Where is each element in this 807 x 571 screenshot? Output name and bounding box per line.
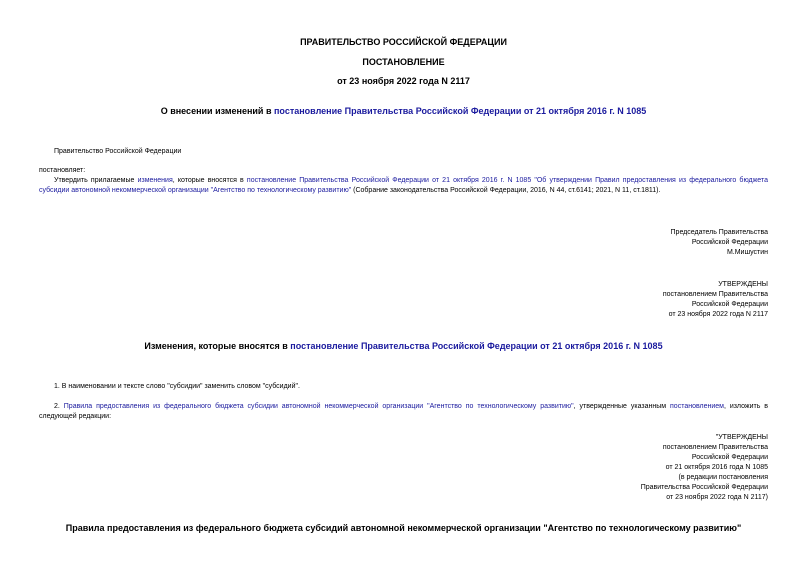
approved-line-3: Российской Федерации [691, 301, 768, 308]
p1-mid: , которые вносятся в [172, 177, 247, 184]
item-2-end: , изложить в следующей редакции: [39, 403, 768, 420]
issuer-text: Правительство Российской Федерации [54, 148, 182, 155]
approved-block-2 [641, 433, 768, 503]
item-2 [39, 402, 768, 422]
signature-line-2: Российской Федерации [691, 239, 768, 246]
approved-block [663, 280, 768, 320]
approved2-line-2: постановлением Правительства [662, 444, 768, 451]
government-heading: ПРАВИТЕЛЬСТВО РОССИЙСКОЙ ФЕДЕРАЦИИ [300, 37, 507, 47]
link-resolution[interactable]: постановлением [670, 403, 724, 410]
title-link[interactable]: постановление Правительства Российской Федерации от 21 октября 2016 г. N 1085 [274, 106, 647, 116]
item-2-mid: , утвержденные указанным [573, 403, 671, 410]
signature-line-3: М.Мишустин [726, 249, 768, 256]
approved2-line-6: Правительства Российской Федерации [640, 484, 768, 491]
link-resolution-1085[interactable]: постановление Правительства Российской Федерации от 21 октября 2016 г. N 1085 "Об утверждении Правил предоставления из федерального бюджета субсидии автономной некоммерческой организации "Агентство по технологическому развитию" [39, 177, 768, 194]
link-rules[interactable]: Правила предоставления из федерального бюджета субсидии автономной некоммерческой организации "Агентство по технологическому развитию" [63, 403, 574, 410]
approved-line-1: УТВЕРЖДЕНЫ [718, 281, 768, 288]
link-changes[interactable]: изменения [137, 177, 173, 184]
document-date-number: от 23 ноября 2022 года N 2117 [337, 76, 470, 86]
signature-line-1: Председатель Правительства [670, 229, 768, 236]
changes-title [0, 341, 807, 351]
decides-text: постановляет: [39, 167, 86, 174]
item-2-number: 2. [54, 403, 64, 410]
approved2-line-1: "УТВЕРЖДЕНЫ [715, 434, 768, 441]
approved-line-2: постановлением Правительства [662, 291, 768, 298]
changes-title-prefix: Изменения, которые вносятся в [144, 341, 291, 351]
approved2-line-7: от 23 ноября 2022 года N 2117) [666, 494, 768, 501]
approved2-line-5: (в редакции постановления [678, 474, 768, 481]
p1-start: Утвердить прилагаемые [54, 177, 138, 184]
paragraph-approve [39, 176, 768, 196]
document-title [0, 106, 807, 116]
approved2-line-3: Российской Федерации [691, 454, 768, 461]
approved2-line-4: от 21 октября 2016 года N 1085 [665, 464, 768, 471]
approved-line-4: от 23 ноября 2022 года N 2117 [668, 311, 768, 318]
document-type: ПОСТАНОВЛЕНИЕ [362, 57, 445, 67]
p1-end: (Собрание законодательства Российской Федерации, 2016, N 44, ст.6141; 2021, N 11, ст.1811). [351, 187, 661, 194]
changes-title-link[interactable]: постановление Правительства Российской Федерации от 21 октября 2016 г. N 1085 [290, 341, 663, 351]
signature-block [671, 228, 768, 258]
rules-title: Правила предоставления из федерального бюджета субсидий автономной некоммерческой организации "Агентство по технологическому развитию" [65, 523, 742, 533]
item-1: 1. В наименовании и тексте слово "субсидии" заменить словом "субсидий". [54, 383, 300, 390]
title-prefix: О внесении изменений в [160, 106, 274, 116]
